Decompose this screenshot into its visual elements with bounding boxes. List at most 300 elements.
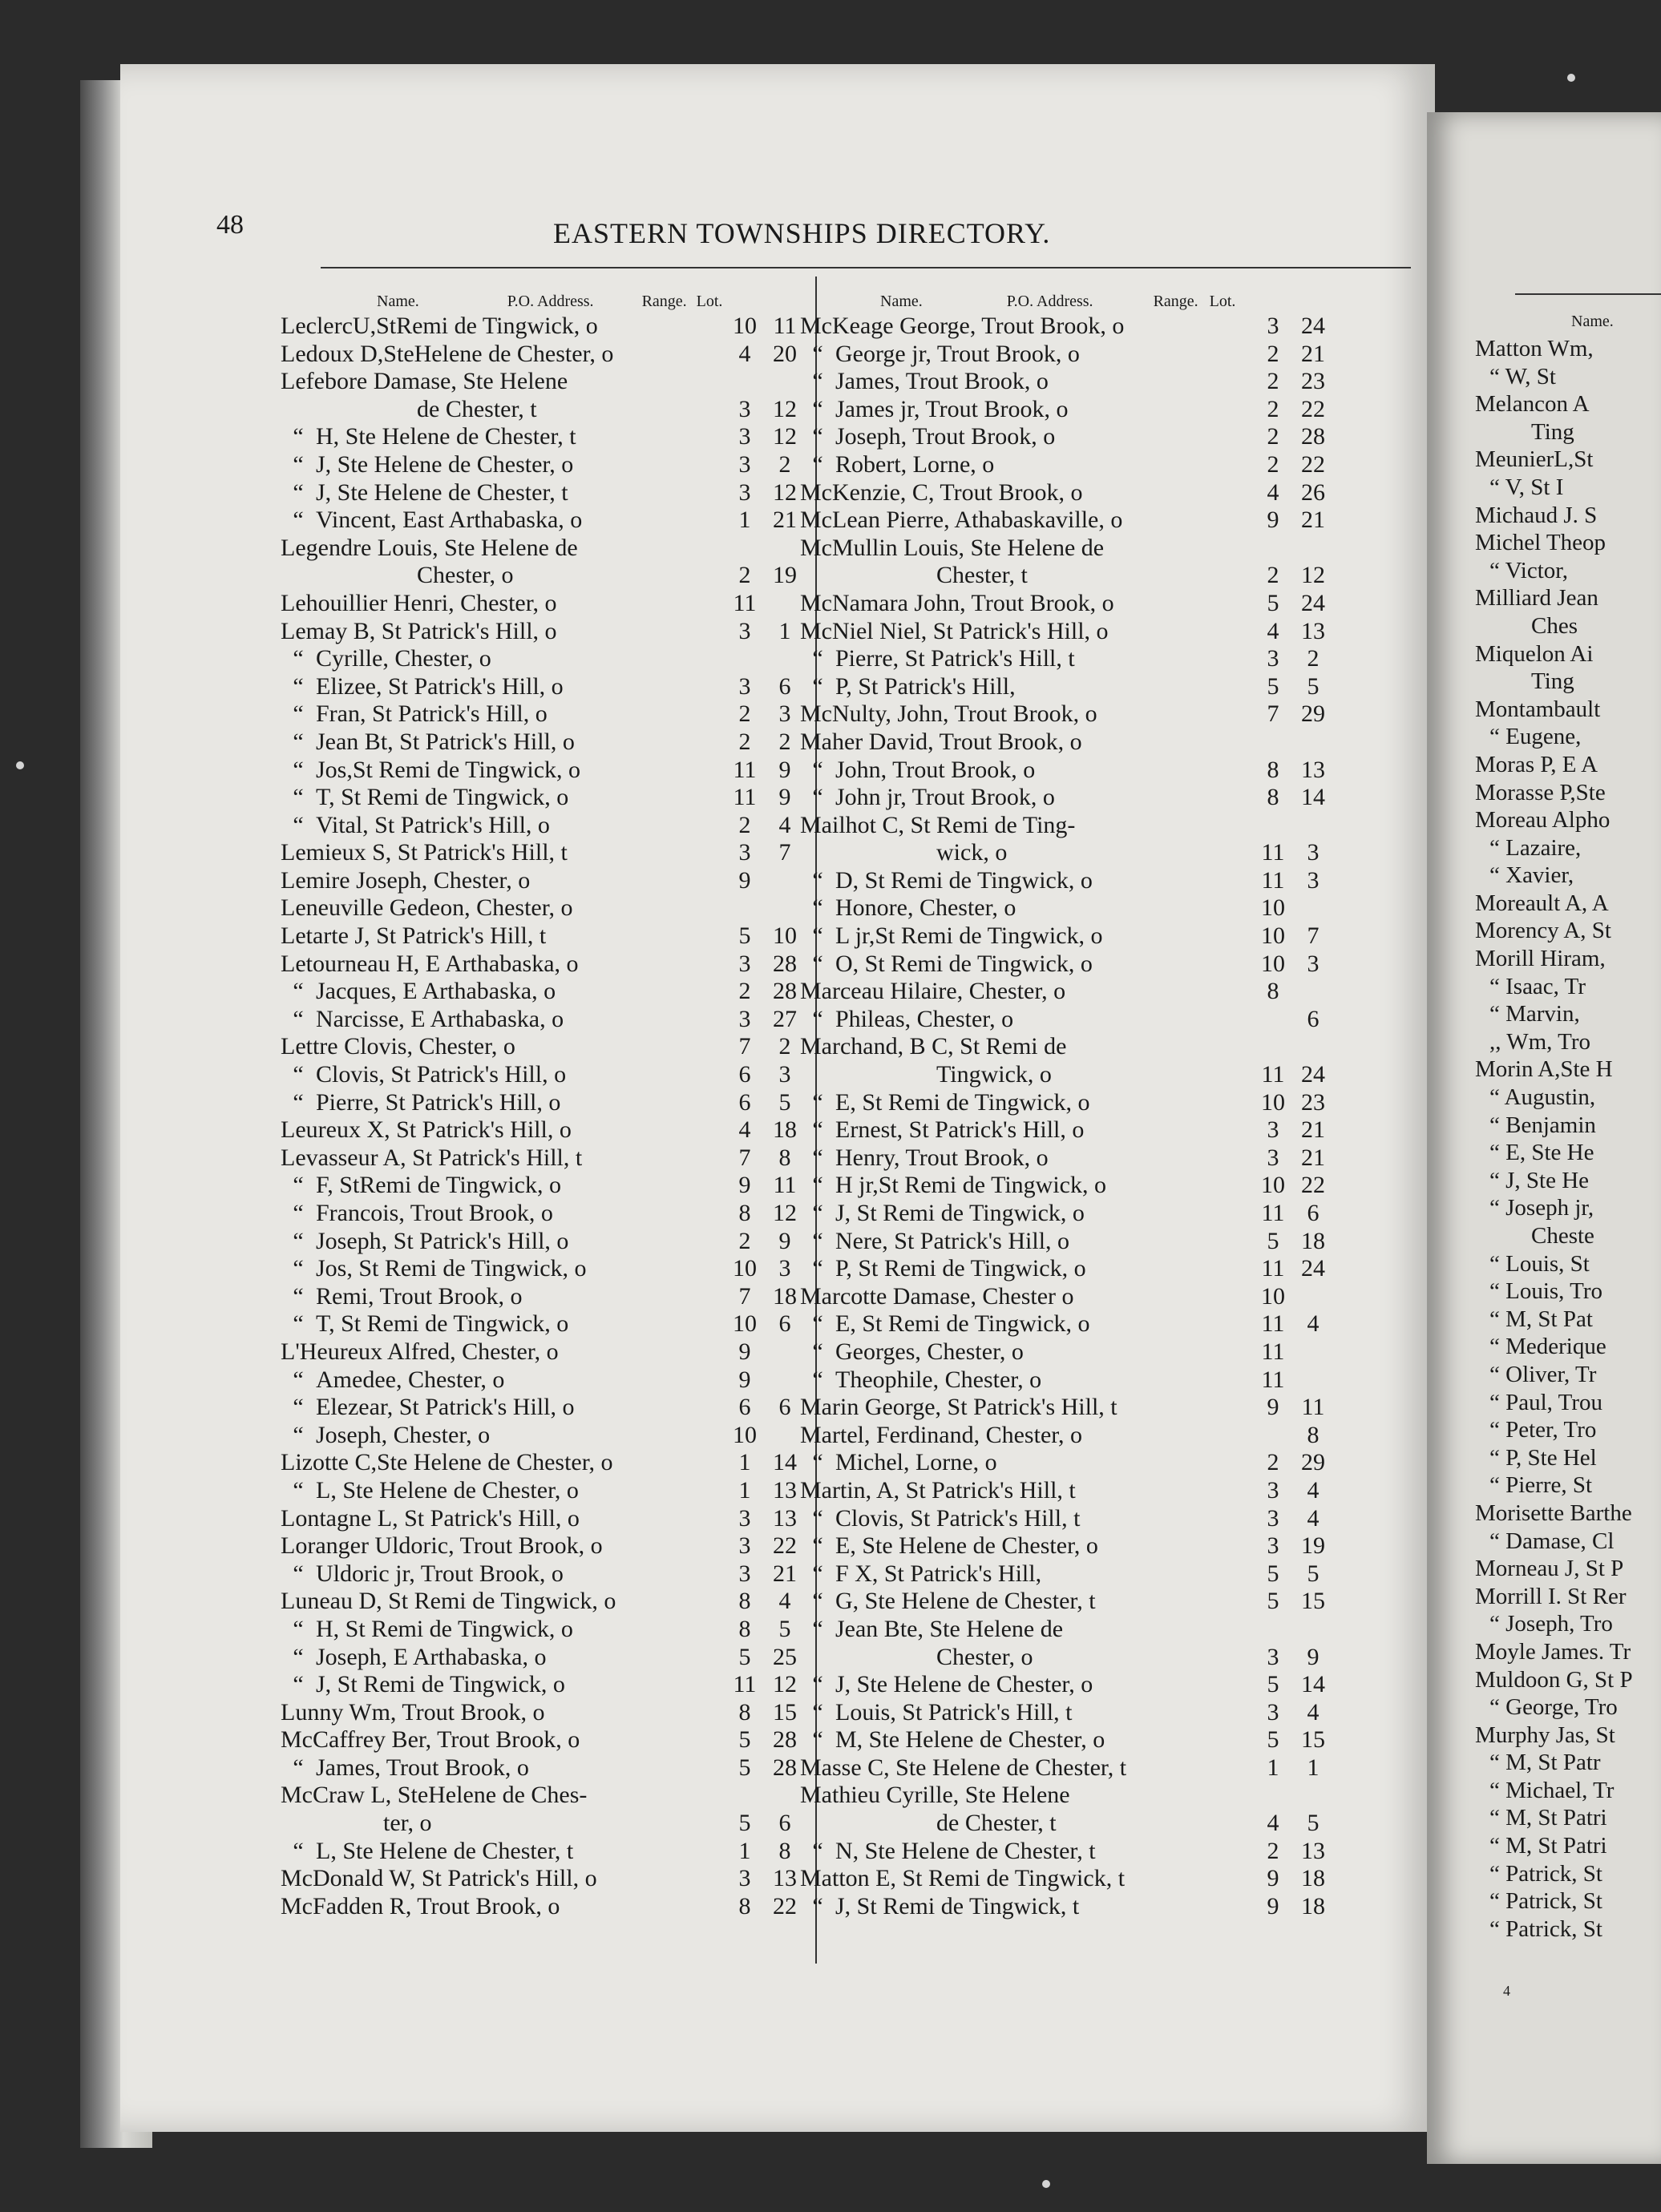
entry-range: 11 [1261, 866, 1285, 894]
entry-lot: 22 [1301, 450, 1325, 478]
entry-name-address: James, Trout Brook, o [316, 1754, 529, 1781]
directory-entry [800, 1560, 1337, 1588]
ditto-mark [800, 562, 835, 590]
entry-range: 7 [738, 1282, 751, 1310]
entry-name-address: N, Ste Helene de Chester, t [835, 1837, 1096, 1864]
entry-name-address: Letourneau H, E Arthabaska, o [281, 950, 579, 977]
ditto-mark: “ [812, 1892, 823, 1919]
directory-entry [281, 1338, 810, 1366]
entry-name-address: Henry, Trout Brook, o [835, 1144, 1049, 1171]
ditto-mark: “ [293, 1005, 304, 1032]
entry-name-address: Cyrille, Chester, o [316, 645, 491, 672]
entry-lot: 11 [1301, 1394, 1325, 1421]
next-page-entry: Morin A,Ste H [1475, 1056, 1613, 1083]
entry-range: 3 [1267, 1643, 1279, 1670]
entry-range: 5 [1267, 1726, 1279, 1754]
directory-entry [800, 1726, 1337, 1754]
entry-name-address: D, St Remi de Tingwick, o [835, 866, 1093, 894]
directory-entry [800, 1006, 1337, 1034]
ditto-mark: “ [293, 1394, 304, 1421]
ditto-mark: “ [812, 1532, 823, 1560]
entry-lot: 13 [1301, 617, 1325, 644]
entry-name-address: McFadden R, Trout Brook, o [281, 1892, 560, 1919]
entry-lot: 11 [773, 1172, 797, 1199]
entry-lot: 7 [778, 839, 791, 866]
next-page-entry: “ Joseph, Tro [1489, 1611, 1613, 1637]
next-page-entry: “ Patrick, St [1489, 1915, 1602, 1942]
entry-name-address: Joseph, Trout Brook, o [835, 423, 1056, 450]
entry-name-address: Joseph, St Patrick's Hill, o [316, 1227, 569, 1254]
entry-lot: 28 [773, 950, 797, 977]
entry-lot: 6 [1307, 1200, 1320, 1226]
entry-name-address: Chester, t [936, 562, 1028, 589]
entry-name-address: Masse C, Ste Helene de Chester, t [800, 1754, 1127, 1781]
entry-name-address: Michel, Lorne, o [835, 1449, 997, 1476]
entry-range [1257, 1422, 1289, 1450]
directory-entry [800, 1505, 1337, 1533]
entry-name-address: Jacques, E Arthabaska, o [316, 978, 556, 1005]
entry-range: 8 [738, 1615, 751, 1642]
entry-name-address: F X, St Patrick's Hill, [835, 1560, 1042, 1587]
entry-name-address: Fran, St Patrick's Hill, o [316, 700, 548, 728]
next-page-entry: “ J, Ste He [1489, 1167, 1590, 1193]
directory-entry [800, 700, 1337, 729]
entry-name-address: Marin George, St Patrick's Hill, t [800, 1394, 1117, 1421]
directory-entry [800, 1671, 1337, 1699]
ditto-mark: “ [812, 1088, 823, 1116]
entry-name-address: Maher David, Trout Brook, o [800, 728, 1082, 755]
entry-name-address: Marcotte Damase, Chester o [800, 1282, 1074, 1310]
directory-entry [281, 839, 810, 867]
entry-name-address: Marceau Hilaire, Chester, o [800, 978, 1066, 1005]
entry-name-address: Lemire Joseph, Chester, o [281, 866, 531, 894]
directory-entry [281, 1089, 810, 1117]
directory-entry [281, 1006, 810, 1034]
directory-entry [800, 1144, 1337, 1173]
entry-lot: 18 [773, 1116, 797, 1144]
entry-range: 10 [1261, 950, 1285, 977]
next-page-entry: “ M, St Patri [1489, 1833, 1607, 1859]
entry-range: 3 [1267, 1532, 1279, 1560]
entry-range: 11 [1261, 1255, 1285, 1282]
entry-name-address: de Chester, t [936, 1810, 1057, 1837]
directory-entry [800, 839, 1337, 867]
directory-entry [800, 1255, 1337, 1283]
ditto-mark: “ [812, 1005, 823, 1032]
entry-lot: 6 [778, 1310, 791, 1338]
entry-range: 4 [1267, 478, 1279, 506]
next-page-entry: “ Patrick, St [1489, 1860, 1602, 1887]
directory-entry [800, 951, 1337, 979]
ditto-mark: “ [812, 645, 823, 672]
entry-name-address: Lehouillier Henri, Chester, o [281, 589, 557, 616]
ditto-mark: “ [812, 1698, 823, 1726]
directory-entry [800, 978, 1337, 1006]
entry-range: 3 [738, 478, 751, 506]
next-page-rule [1515, 293, 1661, 295]
directory-entry [800, 535, 1337, 563]
entry-range: 1 [738, 507, 751, 534]
entry-lot [1289, 812, 1337, 840]
entry-name-address: L, Ste Helene de Chester, o [316, 1476, 579, 1504]
entry-lot: 24 [1301, 1061, 1325, 1088]
ditto-mark: “ [812, 1449, 823, 1476]
directory-entry [800, 313, 1337, 341]
ditto-mark [800, 1644, 835, 1672]
entry-range: 5 [1267, 1560, 1279, 1587]
next-page-entry: “ Michael, Tr [1489, 1777, 1615, 1803]
directory-entry [800, 1810, 1337, 1838]
entry-name-address: Letarte J, St Patrick's Hill, t [281, 922, 547, 950]
ditto-mark: “ [293, 478, 304, 506]
entry-range: 6 [738, 1394, 751, 1421]
directory-entry [281, 1838, 810, 1866]
directory-entry [281, 951, 810, 979]
entry-name-address: Francois, Trout Brook, o [316, 1200, 553, 1226]
entry-range: 3 [738, 950, 751, 977]
directory-entry [800, 1394, 1337, 1422]
entry-range: 5 [738, 922, 751, 950]
ditto-mark: “ [293, 784, 304, 811]
entry-lot: 3 [1307, 866, 1320, 894]
ditto-mark: “ [812, 672, 823, 700]
next-page-entry: Michaud J. S [1475, 502, 1598, 528]
directory-entry [800, 784, 1337, 812]
directory-entry [281, 313, 810, 341]
next-page-entry: “ Oliver, Tr [1489, 1361, 1597, 1387]
directory-entry [800, 451, 1337, 479]
entry-range: 8 [738, 1588, 751, 1615]
entry-lot: 12 [773, 478, 797, 506]
entry-lot: 9 [1307, 1643, 1320, 1670]
entry-range: 9 [1267, 507, 1279, 534]
next-page-entry: “ M, St Patr [1489, 1750, 1601, 1776]
next-page-entry: Morill Hiram, [1475, 946, 1606, 972]
entry-lot: 19 [773, 562, 797, 589]
next-page-entry: “ Mederique [1489, 1334, 1606, 1360]
entry-name-address: Loranger Uldoric, Trout Brook, o [281, 1532, 603, 1560]
directory-entry [281, 396, 810, 424]
entry-range: 11 [1261, 1200, 1285, 1226]
entry-name-address: Lontagne L, St Patrick's Hill, o [281, 1504, 580, 1532]
next-page-entry: “ V, St I [1489, 474, 1564, 500]
directory-entry [800, 1477, 1337, 1505]
entry-lot [1289, 978, 1337, 1006]
entry-name-address: Jos,St Remi de Tingwick, o [316, 756, 581, 783]
entry-range: 10 [1261, 922, 1285, 950]
ditto-mark: “ [812, 1504, 823, 1532]
entry-name-address: Jean Bte, Ste Helene de [835, 1615, 1064, 1642]
entry-name-address: Chester, o [936, 1643, 1033, 1670]
next-page-col-label: Name. [1571, 313, 1614, 330]
directory-entry [800, 1310, 1337, 1338]
entry-lot: 2 [1307, 645, 1320, 672]
entry-name-address: Lizotte C,Ste Helene de Chester, o [281, 1449, 613, 1476]
entry-name-address: Joseph, E Arthabaska, o [316, 1643, 547, 1670]
entry-range: 5 [738, 1726, 751, 1754]
directory-entry [281, 1116, 810, 1144]
entry-range: 3 [738, 395, 751, 422]
directory-entry [800, 729, 1337, 757]
entry-lot: 24 [1301, 589, 1325, 616]
right-column-header [800, 289, 1337, 311]
ditto-mark [800, 839, 835, 867]
directory-entry [281, 368, 810, 396]
directory-entry [281, 451, 810, 479]
entry-range: 4 [738, 1116, 751, 1144]
entry-lot: 27 [773, 1005, 797, 1032]
next-page-entry: Moras P, E A [1475, 751, 1598, 777]
entry-lot: 4 [1307, 1504, 1320, 1532]
directory-entry [800, 618, 1337, 646]
directory-entry [800, 423, 1337, 451]
entry-range: 9 [738, 866, 751, 894]
directory-entry [800, 1838, 1337, 1866]
ditto-mark: “ [293, 811, 304, 838]
entry-lot: 23 [1301, 368, 1325, 395]
entry-range: 8 [738, 1892, 751, 1919]
entry-range: 3 [738, 672, 751, 700]
directory-entry [281, 1893, 810, 1921]
entry-name-address: T, St Remi de Tingwick, o [316, 784, 569, 811]
entry-range: 4 [1267, 617, 1279, 644]
entry-lot: 12 [773, 423, 797, 450]
directory-entry [281, 1560, 810, 1588]
next-page-entry: Ting [1531, 418, 1574, 445]
directory-entry [281, 618, 810, 646]
entry-name-address: J, St Remi de Tingwick, t [835, 1892, 1080, 1919]
entry-lot: 3 [778, 1255, 791, 1282]
entry-name-address: Mailhot C, St Remi de Ting- [800, 811, 1076, 838]
next-page-entry: Moreau Alpho [1475, 807, 1610, 834]
ditto-mark: “ [812, 922, 823, 950]
entry-lot: 18 [1301, 1892, 1325, 1919]
directory-entry [281, 1061, 810, 1089]
directory-entry [281, 645, 810, 673]
entry-name-address: O, St Remi de Tingwick, o [835, 950, 1093, 977]
next-page-entry: Murphy Jas, St [1475, 1722, 1615, 1748]
entry-range: 3 [738, 617, 751, 644]
entry-name-address: Ernest, St Patrick's Hill, o [835, 1116, 1085, 1144]
entry-name-address: J, St Remi de Tingwick, o [316, 1671, 565, 1698]
entry-name-address: Marchand, B C, St Remi de [800, 1033, 1067, 1060]
directory-entry [800, 479, 1337, 507]
entry-range: 3 [1267, 1144, 1279, 1171]
directory-entry [800, 1228, 1337, 1256]
entry-name-address: ter, o [383, 1810, 432, 1837]
entry-range: 5 [738, 1810, 751, 1837]
directory-entry [281, 1477, 810, 1505]
next-page-entry: Melancon A [1475, 391, 1590, 418]
next-page-entry: “ E, Ste He [1489, 1140, 1594, 1166]
entry-range: 3 [738, 1532, 751, 1560]
next-page-entry: “ Damase, Cl [1489, 1528, 1615, 1554]
entry-lot: 13 [773, 1476, 797, 1504]
entry-range: 2 [738, 1227, 751, 1254]
entry-range: 11 [1261, 839, 1285, 866]
entry-lot [1289, 729, 1337, 757]
entry-range: 2 [1267, 1449, 1279, 1476]
entry-name-address: Pierre, St Patrick's Hill, o [316, 1088, 561, 1116]
entry-lot: 28 [1301, 423, 1325, 450]
entry-lot: 22 [773, 1892, 797, 1919]
col-name-label: Name. [377, 293, 419, 310]
ditto-mark: “ [812, 450, 823, 478]
entry-lot: 24 [1301, 313, 1325, 339]
entry-range: 11 [1261, 1310, 1285, 1338]
ditto-mark: “ [293, 507, 304, 534]
entry-lot: 3 [778, 700, 791, 728]
entry-name-address: Theophile, Chester, o [835, 1366, 1042, 1393]
entry-name-address: Jos, St Remi de Tingwick, o [316, 1255, 587, 1282]
entry-range: 2 [1267, 395, 1279, 422]
entry-range: 9 [738, 1366, 751, 1393]
entry-name-address: Honore, Chester, o [835, 894, 1016, 922]
entry-lot: 1 [778, 617, 791, 644]
entry-name-address: Narcisse, E Arthabaska, o [316, 1005, 564, 1032]
entry-range: 3 [738, 1865, 751, 1892]
directory-entry [800, 757, 1337, 785]
entry-lot: 5 [778, 1615, 791, 1642]
entry-range: 9 [738, 1338, 751, 1365]
entry-lot [1289, 1283, 1337, 1311]
ditto-mark: “ [812, 423, 823, 450]
ditto-mark: “ [812, 784, 823, 811]
entry-lot: 2 [778, 450, 791, 478]
entry-range [1257, 729, 1289, 757]
entry-name-address: Leneuville Gedeon, Chester, o [281, 894, 573, 922]
entry-name-address: Vincent, East Arthabaska, o [316, 507, 583, 534]
entry-range: 11 [1261, 1338, 1285, 1365]
entry-lot: 21 [1301, 340, 1325, 367]
entry-lot: 15 [1301, 1726, 1325, 1754]
directory-entry [281, 1644, 810, 1672]
entry-lot: 28 [773, 1726, 797, 1754]
entry-range: 5 [1267, 589, 1279, 616]
directory-entry [281, 812, 810, 840]
entry-range: 2 [1267, 1837, 1279, 1864]
next-page-entry: Muldoon G, St P [1475, 1666, 1633, 1693]
directory-entry [281, 479, 810, 507]
entry-name-address: T, St Remi de Tingwick, o [316, 1310, 569, 1338]
entry-name-address: Nere, St Patrick's Hill, o [835, 1227, 1070, 1254]
entry-lot: 22 [1301, 1172, 1325, 1199]
entry-lot: 21 [1301, 507, 1325, 534]
next-page-entry: “ Xavier, [1489, 862, 1574, 889]
entry-name-address: Tingwick, o [936, 1061, 1052, 1088]
directory-entry [800, 922, 1337, 951]
col-address-label: P.O. Address. [1006, 293, 1093, 310]
directory-entry [281, 784, 810, 812]
entry-name-address: L, Ste Helene de Chester, t [316, 1837, 574, 1864]
entry-lot: 2 [778, 1033, 791, 1060]
entry-lot [1289, 1338, 1337, 1366]
directory-entry [281, 1422, 810, 1450]
entry-range: 2 [1267, 562, 1279, 589]
entry-range [729, 368, 760, 396]
ditto-mark: “ [293, 1754, 304, 1781]
directory-entry [800, 1616, 1337, 1644]
ditto-mark: “ [293, 756, 304, 783]
entry-name-address: Jean Bt, St Patrick's Hill, o [316, 728, 575, 755]
entry-lot: 12 [773, 1671, 797, 1698]
entry-lot: 5 [1307, 1560, 1320, 1587]
entry-range [729, 645, 760, 673]
entry-lot: 12 [1301, 562, 1325, 589]
ditto-mark: “ [293, 1255, 304, 1282]
entry-name-address: Leureux X, St Patrick's Hill, o [281, 1116, 572, 1144]
ditto-mark [281, 562, 316, 590]
next-page-entry: Michel Theop [1475, 530, 1606, 556]
entry-lot: 6 [1307, 1005, 1320, 1032]
entry-range: 5 [738, 1754, 751, 1781]
ditto-mark: “ [812, 1200, 823, 1226]
ditto-mark: “ [812, 1255, 823, 1282]
entry-range: 2 [1267, 423, 1279, 450]
entry-lot: 9 [778, 1227, 791, 1254]
entry-lot: 9 [778, 756, 791, 783]
next-page-entry: Ting [1531, 668, 1574, 695]
entry-name-address: wick, o [936, 839, 1008, 866]
page-number: 48 [216, 210, 244, 240]
entry-lot: 28 [773, 978, 797, 1005]
directory-entry [281, 1394, 810, 1422]
entry-name-address: Vital, St Patrick's Hill, o [316, 811, 550, 838]
entry-range: 11 [1261, 1061, 1285, 1088]
entry-lot: 15 [773, 1698, 797, 1726]
directory-entry [281, 1671, 810, 1699]
next-page-footer-mark: 4 [1503, 1983, 1510, 1999]
ditto-mark: “ [293, 1671, 304, 1698]
entry-range: 10 [733, 1255, 757, 1282]
entry-name-address: McNulty, John, Trout Brook, o [800, 700, 1097, 728]
next-page-entry: Ches [1531, 612, 1578, 639]
entry-name-address: McCaffrey Ber, Trout Brook, o [281, 1726, 580, 1754]
entry-range: 10 [1261, 894, 1285, 922]
ditto-mark: “ [293, 1560, 304, 1587]
entry-lot: 7 [1307, 922, 1320, 950]
ditto-mark: “ [293, 1282, 304, 1310]
col-range-label: Range. [1153, 293, 1198, 310]
directory-entry [800, 1782, 1337, 1810]
entry-name-address: Clovis, St Patrick's Hill, o [316, 1061, 567, 1088]
directory-entry [281, 1310, 810, 1338]
directory-entry [281, 1366, 810, 1395]
entry-name-address: Levasseur A, St Patrick's Hill, t [281, 1144, 583, 1171]
right-column [800, 289, 1337, 1920]
directory-entry [800, 590, 1337, 618]
ditto-mark: “ [293, 1421, 304, 1448]
col-name-label: Name. [880, 293, 923, 310]
entry-lot [1289, 1366, 1337, 1395]
entry-lot: 23 [1301, 1088, 1325, 1116]
entry-lot [1289, 894, 1337, 922]
col-range-label: Range. [641, 293, 687, 310]
directory-entry [281, 757, 810, 785]
entry-name-address: Louis, St Patrick's Hill, t [835, 1698, 1073, 1726]
entry-name-address: Joseph, Chester, o [316, 1421, 491, 1448]
next-page-entry: “ Eugene, [1489, 724, 1582, 750]
entry-range: 8 [738, 1698, 751, 1726]
entry-lot: 24 [1301, 1255, 1325, 1282]
ditto-mark: “ [293, 1061, 304, 1088]
entry-name-address: Lemay B, St Patrick's Hill, o [281, 617, 557, 644]
ditto-mark: “ [293, 1837, 304, 1864]
directory-entry [281, 729, 810, 757]
page-title: EASTERN TOWNSHIPS DIRECTORY. [553, 217, 1051, 249]
entry-lot: 29 [1301, 1449, 1325, 1476]
left-column [281, 289, 810, 1920]
